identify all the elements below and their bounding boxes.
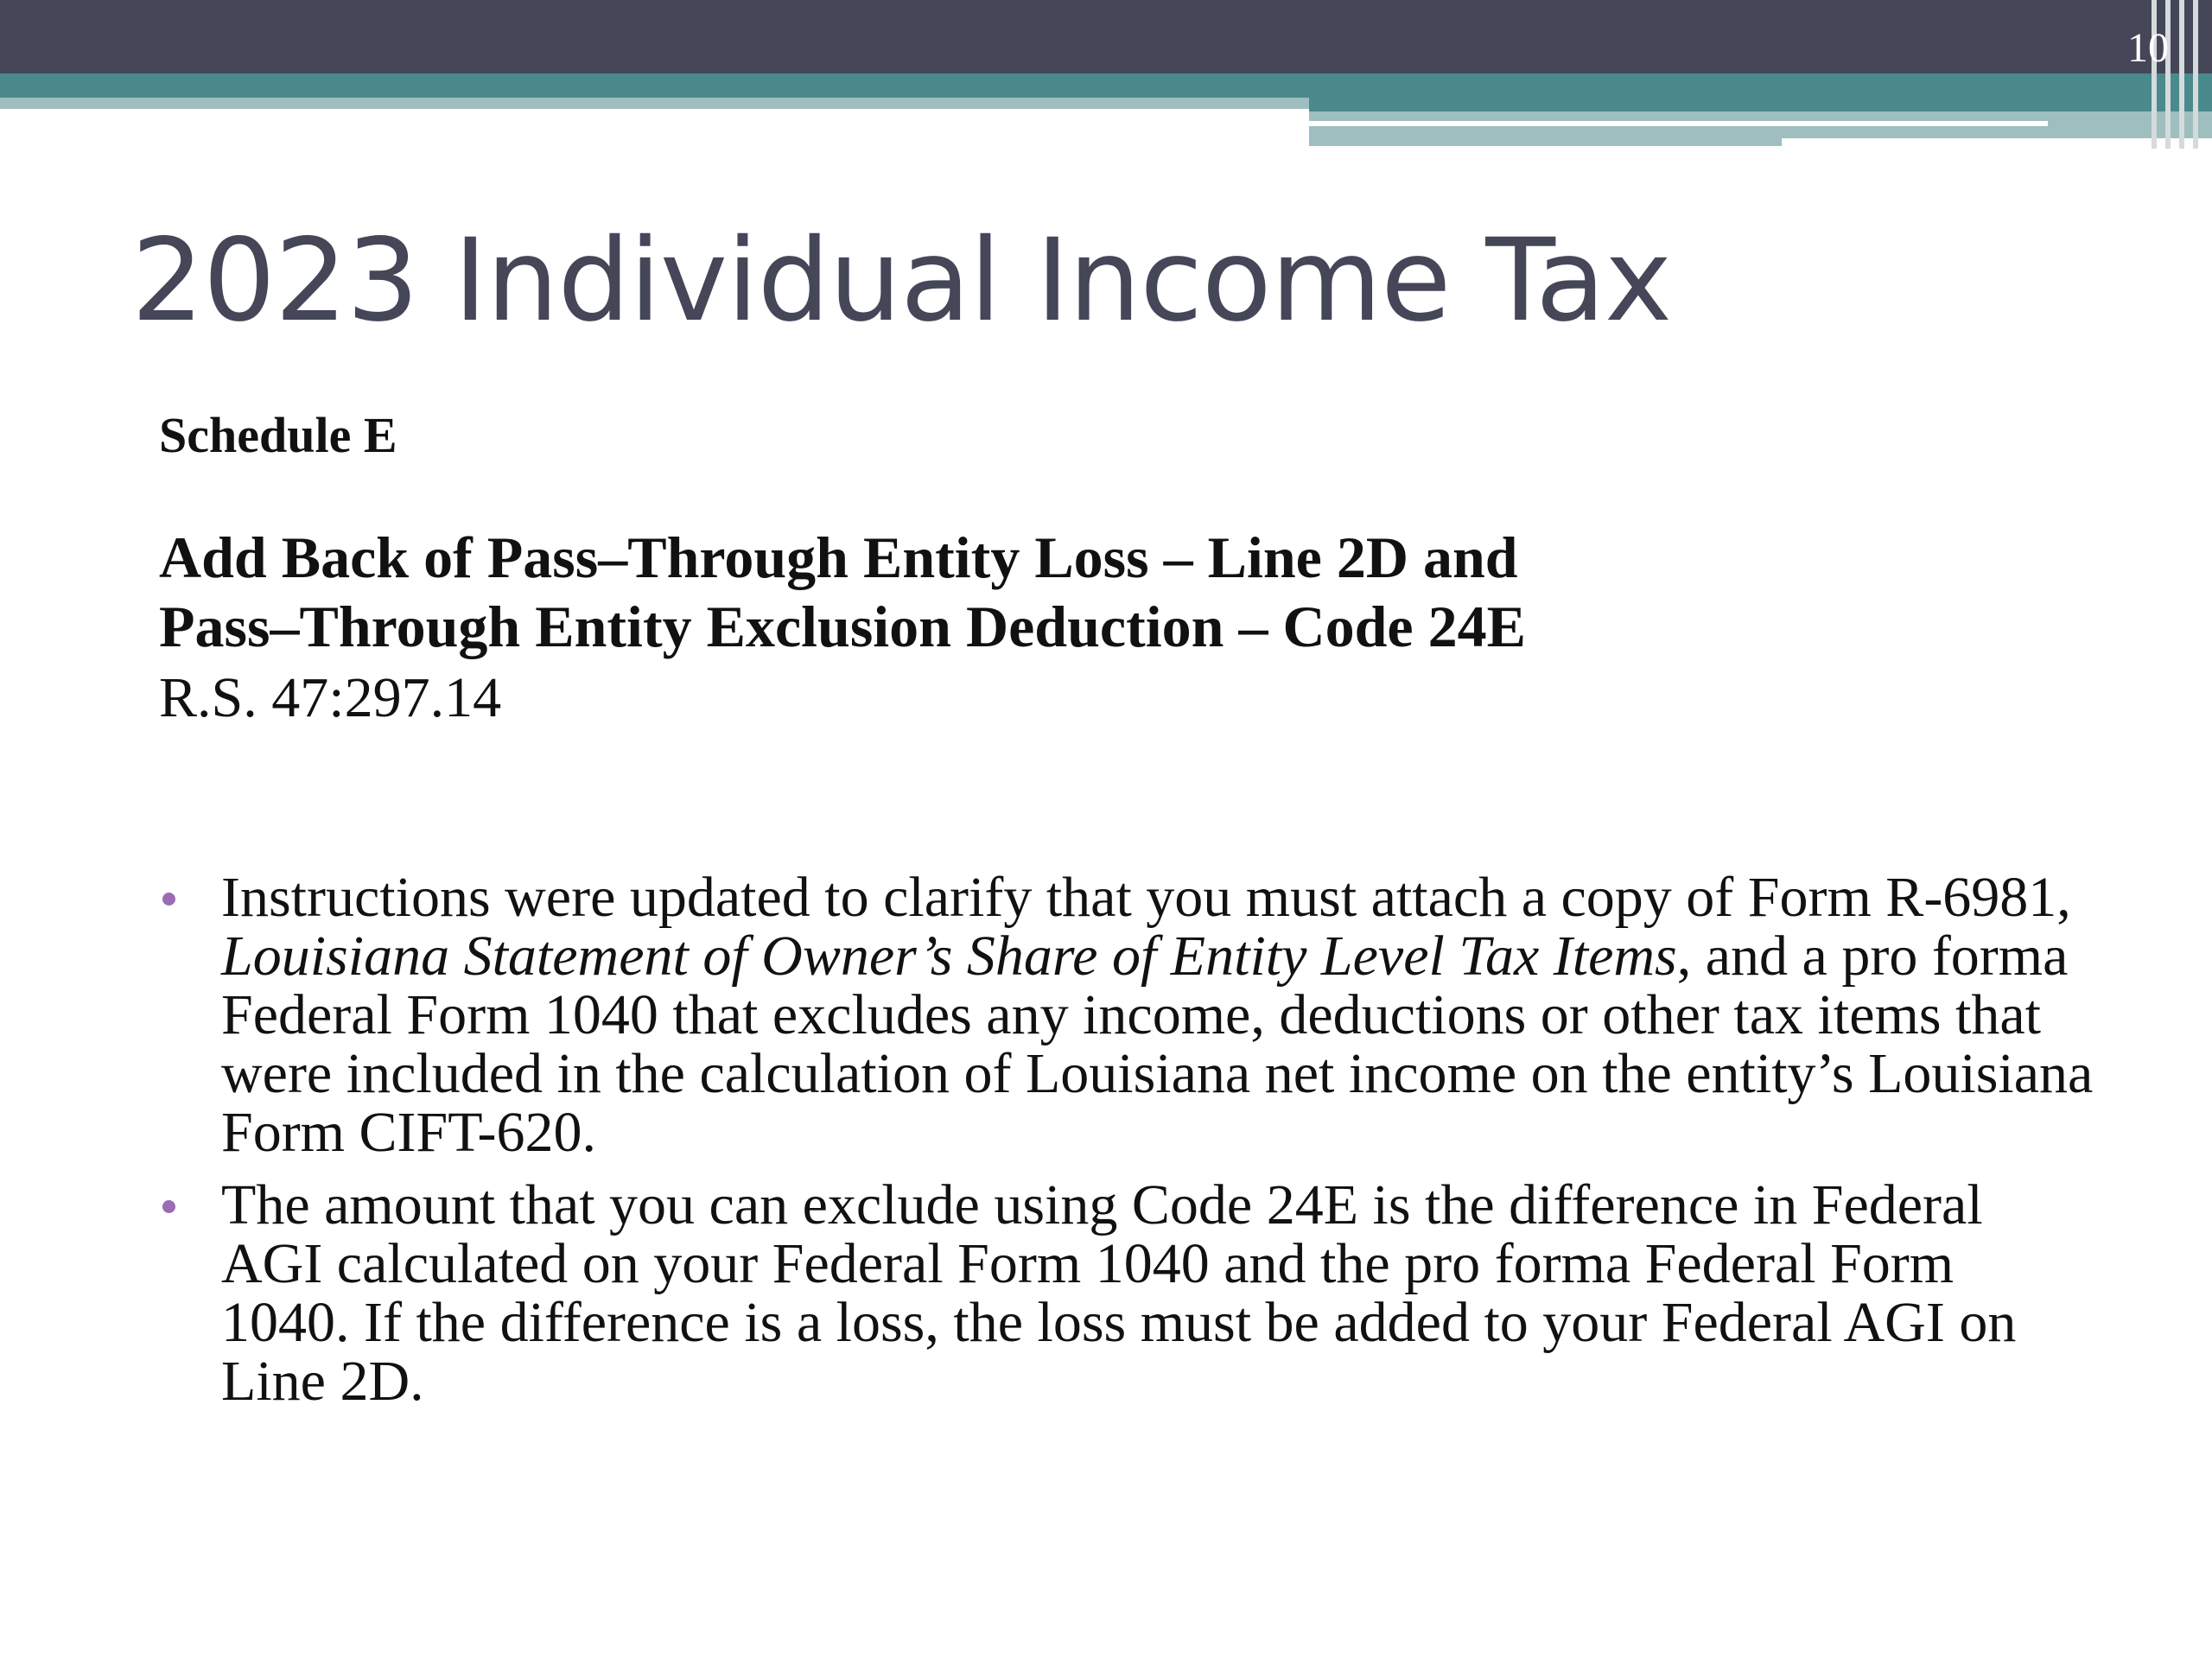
header-white-line (1309, 121, 2048, 126)
header-dark-bar (0, 0, 2212, 73)
bullet-dot-icon (162, 893, 175, 906)
subheading-line-1: Add Back of Pass–Through Entity Loss – Line 2D and (159, 524, 1518, 590)
header-band (0, 0, 2212, 147)
form-title-italic: Louisiana Statement of Owner’s Share of Entity Level Tax Items (221, 925, 1677, 988)
subheading (159, 523, 1526, 661)
header-white-notch (1782, 138, 2212, 149)
slide-title: 2023 Individual Income Tax (131, 214, 1672, 347)
subheading-line-2: Pass–Through Entity Exclusion Deduction – Code 24E (159, 594, 1526, 659)
bullet-text: Instructions were updated to clarify that you must attach a copy of Form R-6981, (221, 866, 2071, 929)
bullet-dot-icon (162, 1200, 175, 1213)
statute-reference: R.S. 47:297.14 (159, 666, 502, 729)
schedule-label: Schedule E (159, 407, 397, 463)
header-edge-stripe (2179, 0, 2184, 149)
header-teal-bar-left (0, 73, 1309, 98)
bullet-item (159, 1173, 2094, 1413)
header-edge-stripe (2165, 0, 2171, 149)
slide-number: 10 (2127, 25, 2169, 71)
bullet-text-continued: , and a pro forma Federal Form 1040 that excludes any income, deductions or other tax items that were included in the calculation of Louisiana net income on the entity’s Louisiana Form CIFT-620. (221, 925, 2094, 1164)
header-light-bar-left (0, 98, 1309, 109)
header-teal-bar-right (1309, 73, 2212, 111)
bullet-list (159, 868, 2094, 1425)
header-edge-stripe (2152, 0, 2157, 149)
header-edge-stripe (2193, 0, 2198, 149)
bullet-item (159, 868, 2094, 1162)
bullet-text: The amount that you can exclude using Code 24E is the difference in Federal AGI calculated on your Federal Form 1040 and the pro forma Federal Form 1040. If the difference is a loss, the loss must be added to your Federal AGI on Line 2D. (221, 1173, 2017, 1413)
